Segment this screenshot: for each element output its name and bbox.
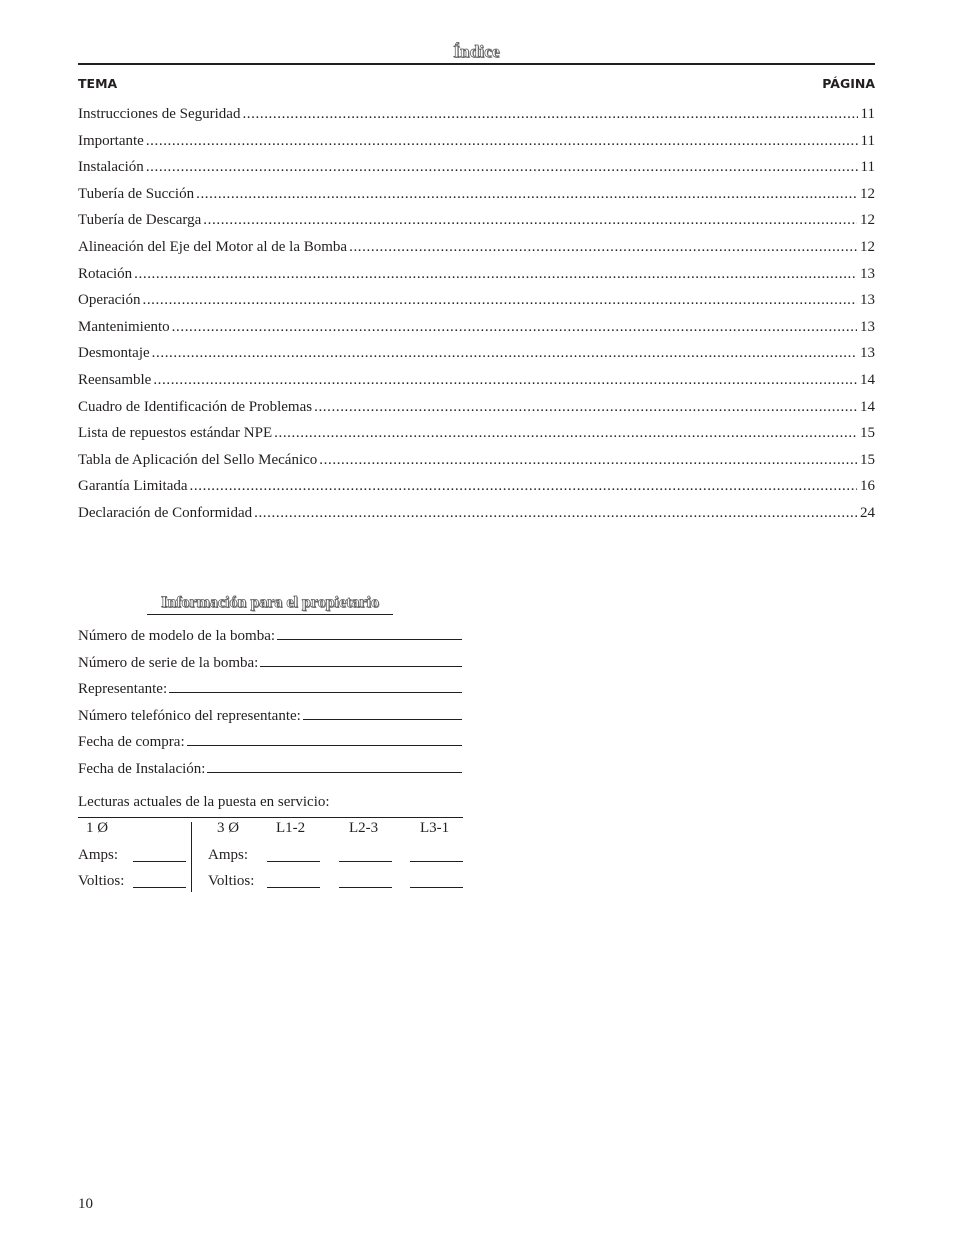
toc-entry-page: 12 xyxy=(860,238,875,255)
toc-entry[interactable] xyxy=(78,237,875,264)
amps-l2-3-blank[interactable] xyxy=(339,861,392,862)
toc-header xyxy=(78,76,875,91)
toc-entry-page: 14 xyxy=(860,371,875,388)
field-label: Número de modelo de la bomba: xyxy=(78,628,276,644)
toc-entry-page: 15 xyxy=(860,425,875,442)
toc-leader-dots xyxy=(242,104,857,124)
installation-date-field xyxy=(78,758,462,779)
toc-entry-label: Garantía Limitada xyxy=(78,478,188,495)
toc-entry-label: Lista de repuestos estándar NPE xyxy=(78,425,273,442)
toc-leader-dots xyxy=(172,317,857,337)
dealer-field xyxy=(78,678,462,699)
l1-2-header: L1-2 xyxy=(276,820,306,836)
amps-l1-2-blank[interactable] xyxy=(267,861,320,862)
purchase-date-blank[interactable] xyxy=(187,731,462,746)
toc-entry-label: Cuadro de Identificación de Problemas xyxy=(78,398,313,415)
field-label: Fecha de Instalación: xyxy=(78,761,206,777)
toc-entry[interactable] xyxy=(78,423,875,450)
field-label: Número de serie de la bomba: xyxy=(78,655,259,671)
toc-leader-dots xyxy=(153,370,857,390)
toc-entry-label: Tubería de Succión xyxy=(78,185,195,202)
toc-entry[interactable] xyxy=(78,476,875,503)
toc-entry[interactable] xyxy=(78,104,875,131)
toc-entry-page: 16 xyxy=(860,478,875,495)
toc-entry[interactable] xyxy=(78,370,875,397)
toc-leader-dots xyxy=(134,264,857,284)
three-amps-label: Amps: xyxy=(208,847,249,863)
toc-entry[interactable] xyxy=(78,157,875,184)
installation-date-blank[interactable] xyxy=(207,758,462,773)
field-label: Fecha de compra: xyxy=(78,734,185,750)
toc-leader-dots xyxy=(152,343,857,363)
toc-title-rule xyxy=(78,63,875,65)
single-amps-blank[interactable] xyxy=(133,861,186,862)
purchase-date-field xyxy=(78,731,462,752)
page-number: 10 xyxy=(78,1196,93,1212)
readings-top-rule xyxy=(78,817,463,818)
readings-label: Lecturas actuales de la puesta en servicio: xyxy=(78,794,330,810)
model-number-blank[interactable] xyxy=(277,625,462,640)
dealer-phone-field xyxy=(78,705,462,726)
toc-list xyxy=(78,104,875,530)
toc-entry-label: Tabla de Aplicación del Sello Mecánico xyxy=(78,451,318,468)
toc-leader-dots xyxy=(142,290,857,310)
toc-leader-dots xyxy=(146,131,858,151)
toc-entry-page: 11 xyxy=(860,132,875,149)
toc-entry-label: Declaración de Conformidad xyxy=(78,504,253,521)
toc-entry[interactable] xyxy=(78,131,875,158)
three-volts-label: Voltios: xyxy=(208,873,255,889)
toc-entry-page: 13 xyxy=(860,318,875,335)
field-label: Número telefónico del representante: xyxy=(78,708,301,724)
volts-l2-3-blank[interactable] xyxy=(339,887,392,888)
toc-entry[interactable] xyxy=(78,397,875,424)
serial-number-field xyxy=(78,652,462,673)
serial-number-blank[interactable] xyxy=(260,652,462,667)
toc-leader-dots xyxy=(190,476,857,496)
toc-entry-page: 14 xyxy=(860,398,875,415)
toc-entry-page: 24 xyxy=(860,504,875,521)
toc-entry-label: Operación xyxy=(78,292,141,309)
toc-leader-dots xyxy=(319,450,857,470)
toc-entry-label: Rotación xyxy=(78,265,133,282)
toc-entry-page: 13 xyxy=(860,292,875,309)
single-volts-label: Voltios: xyxy=(78,873,125,889)
toc-entry-label: Mantenimiento xyxy=(78,318,170,335)
toc-entry[interactable] xyxy=(78,503,875,530)
toc-entry[interactable] xyxy=(78,290,875,317)
readings-divider xyxy=(191,822,192,892)
volts-l3-1-blank[interactable] xyxy=(410,887,463,888)
owner-info-title: Información para el propietario xyxy=(161,594,379,611)
toc-entry-label: Desmontaje xyxy=(78,345,150,362)
toc-entry[interactable] xyxy=(78,343,875,370)
toc-entry[interactable] xyxy=(78,450,875,477)
toc-leader-dots xyxy=(254,503,857,523)
toc-leader-dots xyxy=(349,237,857,257)
single-volts-blank[interactable] xyxy=(133,887,186,888)
toc-title: Índice xyxy=(453,42,500,61)
l3-1-header: L3-1 xyxy=(420,820,450,836)
toc-entry-page: 15 xyxy=(860,451,875,468)
toc-entry-page: 11 xyxy=(860,159,875,176)
single-phase-header: 1 Ø xyxy=(86,820,109,836)
toc-entry-label: Importante xyxy=(78,132,144,149)
single-amps-label: Amps: xyxy=(78,847,119,863)
toc-col-topic: TEMA xyxy=(78,76,118,91)
three-phase-header: 3 Ø xyxy=(217,820,240,836)
toc-entry[interactable] xyxy=(78,184,875,211)
dealer-blank[interactable] xyxy=(169,678,462,693)
toc-leader-dots xyxy=(274,423,857,443)
owner-title-underline xyxy=(147,614,393,615)
toc-entry-page: 12 xyxy=(860,212,875,229)
toc-leader-dots xyxy=(203,210,857,230)
dealer-phone-blank[interactable] xyxy=(303,705,462,720)
toc-entry-label: Alineación del Eje del Motor al de la Bomba xyxy=(78,238,348,255)
l2-3-header: L2-3 xyxy=(349,820,379,836)
toc-leader-dots xyxy=(146,157,858,177)
amps-l3-1-blank[interactable] xyxy=(410,861,463,862)
toc-col-page: PÁGINA xyxy=(822,76,875,91)
toc-entry-label: Tubería de Descarga xyxy=(78,212,202,229)
toc-entry-label: Reensamble xyxy=(78,371,152,388)
toc-entry[interactable] xyxy=(78,264,875,291)
toc-entry-page: 13 xyxy=(860,345,875,362)
toc-entry-page: 11 xyxy=(860,106,875,122)
toc-leader-dots xyxy=(196,184,857,204)
volts-l1-2-blank[interactable] xyxy=(267,887,320,888)
toc-entry[interactable] xyxy=(78,210,875,237)
toc-entry-label: Instrucciones de Seguridad xyxy=(78,106,241,122)
toc-leader-dots xyxy=(314,397,857,417)
toc-entry-page: 13 xyxy=(860,265,875,282)
field-label: Representante: xyxy=(78,681,168,697)
toc-entry-page: 12 xyxy=(860,185,875,202)
model-number-field xyxy=(78,625,462,646)
toc-entry-label: Instalación xyxy=(78,159,144,176)
toc-entry[interactable] xyxy=(78,317,875,344)
